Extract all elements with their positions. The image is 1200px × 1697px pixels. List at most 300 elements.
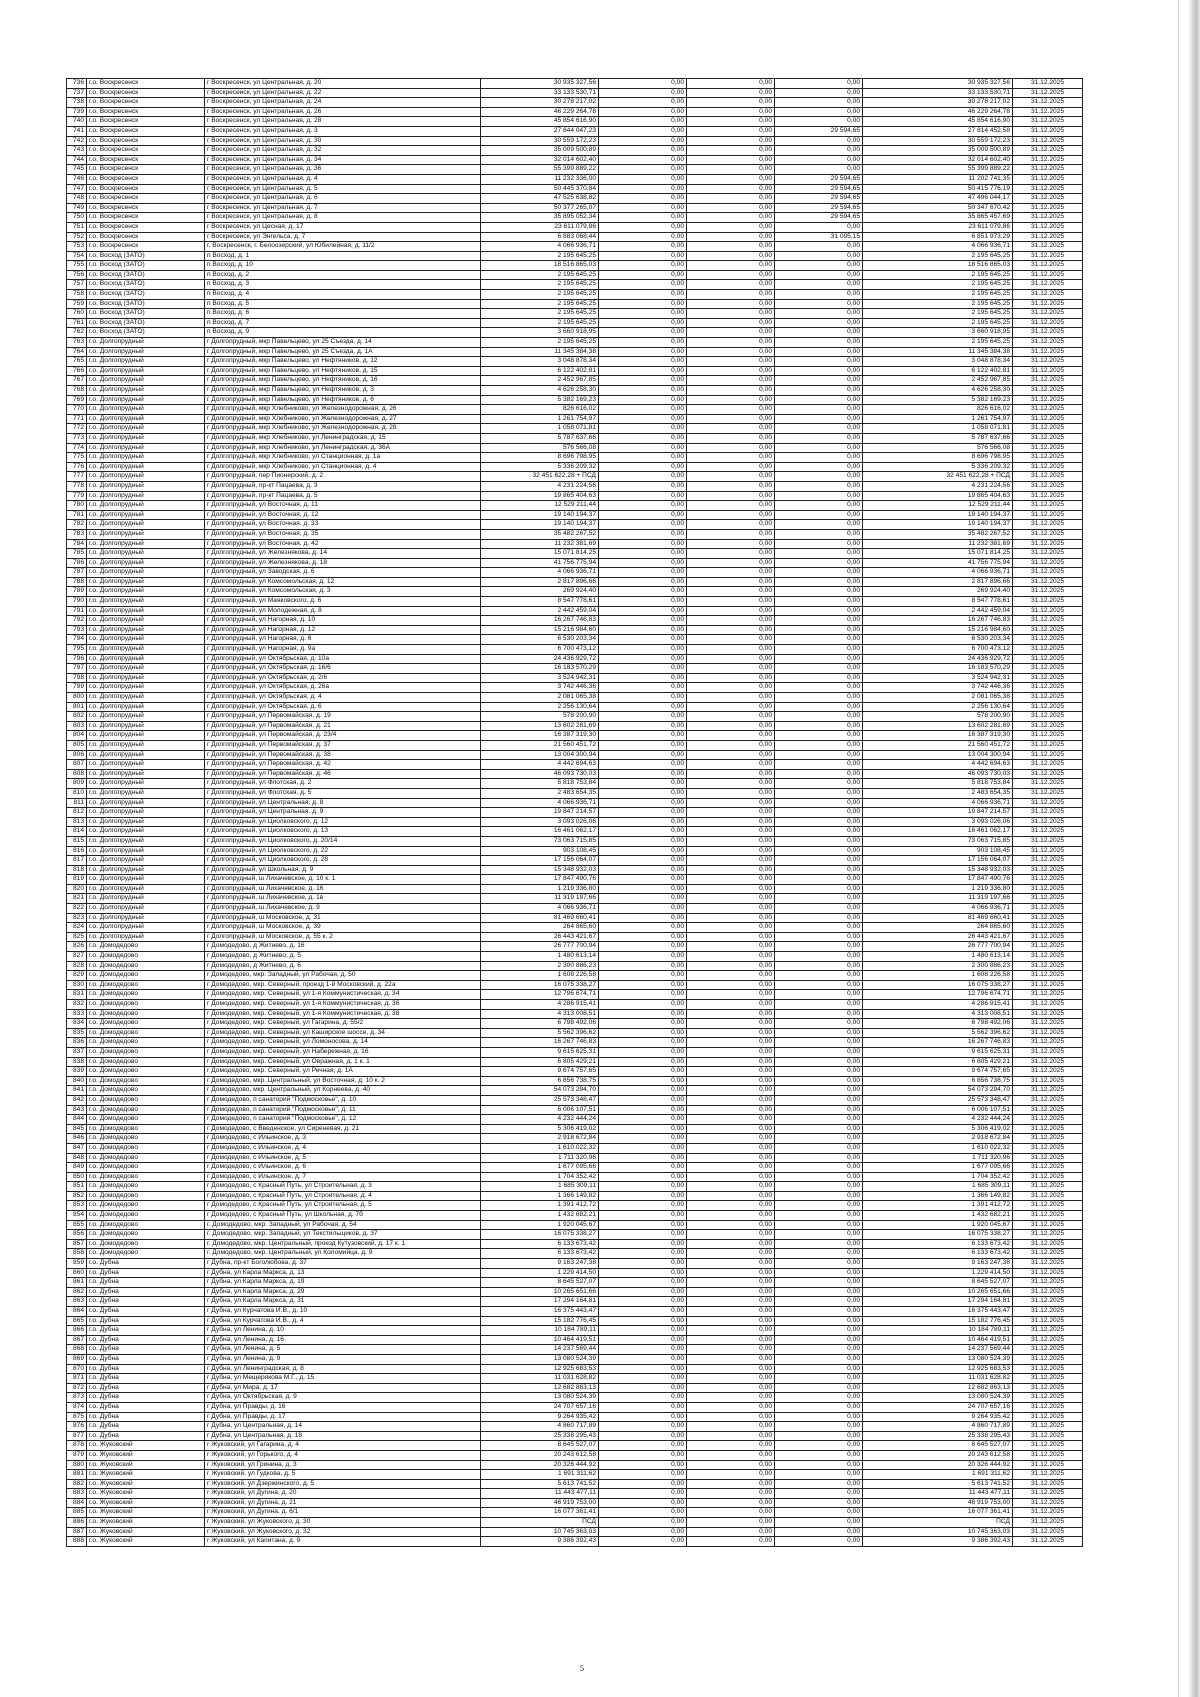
deadline-cell: 31.12.2025 <box>1013 328 1083 338</box>
deadline-cell: 31.12.2025 <box>1013 481 1083 491</box>
remaining-cost-cell: 1 058 071,81 <box>863 424 1013 434</box>
table-row <box>67 952 1083 962</box>
address-cell: г Дубна, ул Правды, д. 16 <box>205 1402 481 1412</box>
municipality-cell: г.о. Долгопрудный <box>87 366 205 376</box>
municipality-cell: г.о. Воскресенск <box>87 165 205 175</box>
remaining-cost-cell: 2 195 645,25 <box>863 251 1013 261</box>
table-row <box>67 1115 1083 1125</box>
address-cell: г. Домодедово, мкр. Центральный, проезд Кутузовский, д. 17 к. 1 <box>205 1239 481 1249</box>
value-cell-3: 0,00 <box>775 980 863 990</box>
row-number: 796 <box>67 654 87 664</box>
row-number: 887 <box>67 1527 87 1537</box>
total-cost-cell: 9 264 935,42 <box>481 1412 599 1422</box>
deadline-cell: 31.12.2025 <box>1013 1143 1083 1153</box>
value-cell-1: 0,00 <box>599 961 687 971</box>
remaining-cost-cell: 1 219 336,80 <box>863 884 1013 894</box>
total-cost-cell: 50 445 370,84 <box>481 184 599 194</box>
deadline-cell: 31.12.2025 <box>1013 1498 1083 1508</box>
row-number: 758 <box>67 290 87 300</box>
remaining-cost-cell: 1 610 022,32 <box>863 1143 1013 1153</box>
value-cell-3: 0,00 <box>775 1278 863 1288</box>
value-cell-1: 0,00 <box>599 1287 687 1297</box>
total-cost-cell: 30 935 327,56 <box>481 79 599 89</box>
deadline-cell: 31.12.2025 <box>1013 347 1083 357</box>
row-number: 871 <box>67 1374 87 1384</box>
municipality-cell: г.о. Восход (ЗАТО) <box>87 309 205 319</box>
value-cell-1: 0,00 <box>599 1019 687 1029</box>
deadline-cell: 31.12.2025 <box>1013 261 1083 271</box>
remaining-cost-cell: 6 530 203,34 <box>863 635 1013 645</box>
total-cost-cell: 1 219 336,80 <box>481 884 599 894</box>
address-cell: г Долгопрудный, мкр Хлебниково, ул Ленинградская, д. 36А <box>205 443 481 453</box>
deadline-cell: 31.12.2025 <box>1013 165 1083 175</box>
row-number: 745 <box>67 165 87 175</box>
value-cell-2: 0,00 <box>687 1239 775 1249</box>
address-cell: г Долгопрудный, ш Лихачевское, д. 16 <box>205 884 481 894</box>
value-cell-2: 0,00 <box>687 1028 775 1038</box>
municipality-cell: г.о. Долгопрудный <box>87 606 205 616</box>
address-cell: г Жуковский, ул Капитана, д. 9 <box>205 1537 481 1547</box>
address-cell: г Домодедово, мкр. Северный, ул Набережная, д. 16 <box>205 1047 481 1057</box>
municipality-cell: г.о. Восход (ЗАТО) <box>87 299 205 309</box>
table-row <box>67 1402 1083 1412</box>
row-number: 790 <box>67 597 87 607</box>
row-number: 748 <box>67 194 87 204</box>
municipality-cell: г.о. Долгопрудный <box>87 338 205 348</box>
value-cell-2: 0,00 <box>687 1191 775 1201</box>
remaining-cost-cell: 2 195 645,25 <box>863 338 1013 348</box>
value-cell-3: 29 594,65 <box>775 194 863 204</box>
value-cell-3: 0,00 <box>775 1000 863 1010</box>
remaining-cost-cell: 81 469 660,41 <box>863 913 1013 923</box>
total-cost-cell: 17 847 490,76 <box>481 875 599 885</box>
address-cell: г Долгопрудный, ул Октябрьская, д. 16/6 <box>205 664 481 674</box>
remaining-cost-cell: 1 391 412,72 <box>863 1201 1013 1211</box>
address-cell: г Долгопрудный, мкр Хлебниково, ул Железнодорожная, д. 26 <box>205 405 481 415</box>
total-cost-cell: 16 461 062,17 <box>481 827 599 837</box>
table-row <box>67 1278 1083 1288</box>
row-number: 802 <box>67 712 87 722</box>
address-cell: г Жуковский, ул Дугина, д. 21 <box>205 1498 481 1508</box>
address-cell: г Домодедово, мкр. Северный, ул Овражная, д. 1 к. 1 <box>205 1057 481 1067</box>
deadline-cell: 31.12.2025 <box>1013 88 1083 98</box>
value-cell-3: 0,00 <box>775 1537 863 1547</box>
address-cell: г. Домодедово, мкр. Центральный, ул Коломийца, д. 9 <box>205 1249 481 1259</box>
municipality-cell: г.о. Долгопрудный <box>87 884 205 894</box>
total-cost-cell: 15 182 776,45 <box>481 1316 599 1326</box>
value-cell-3: 29 594,65 <box>775 184 863 194</box>
deadline-cell: 31.12.2025 <box>1013 865 1083 875</box>
remaining-cost-cell: 2 195 645,25 <box>863 270 1013 280</box>
table-row <box>67 79 1083 89</box>
address-cell: г Воскресенск, ул Центральная, д. 30 <box>205 136 481 146</box>
row-number: 811 <box>67 798 87 808</box>
address-cell: г Долгопрудный, мкр Хлебниково, ул Железнодорожная, д. 28 <box>205 424 481 434</box>
value-cell-1: 0,00 <box>599 1393 687 1403</box>
municipality-cell: г.о. Воскресенск <box>87 126 205 136</box>
municipality-cell: г.о. Воскресенск <box>87 155 205 165</box>
row-number: 861 <box>67 1278 87 1288</box>
table-row <box>67 740 1083 750</box>
value-cell-2: 0,00 <box>687 174 775 184</box>
municipality-cell: г.о. Долгопрудный <box>87 635 205 645</box>
value-cell-2: 0,00 <box>687 1230 775 1240</box>
deadline-cell: 31.12.2025 <box>1013 1383 1083 1393</box>
address-cell: г Дубна, ул Мещерякова М.Г., д. 15 <box>205 1374 481 1384</box>
row-number: 756 <box>67 270 87 280</box>
value-cell-2: 0,00 <box>687 568 775 578</box>
row-number: 852 <box>67 1191 87 1201</box>
value-cell-3: 0,00 <box>775 318 863 328</box>
value-cell-3: 0,00 <box>775 750 863 760</box>
value-cell-1: 0,00 <box>599 299 687 309</box>
remaining-cost-cell: 13 080 524,39 <box>863 1393 1013 1403</box>
address-cell: г Воскресенск, ул Центральная, д. 26 <box>205 107 481 117</box>
address-cell: г Долгопрудный, ш Лихачевское, д. 9 <box>205 904 481 914</box>
value-cell-2: 0,00 <box>687 357 775 367</box>
value-cell-3: 0,00 <box>775 1518 863 1528</box>
row-number: 838 <box>67 1057 87 1067</box>
row-number: 789 <box>67 587 87 597</box>
total-cost-cell: 13 602 281,69 <box>481 721 599 731</box>
value-cell-1: 0,00 <box>599 376 687 386</box>
table-row <box>67 386 1083 396</box>
table-row <box>67 1508 1083 1518</box>
address-cell: г Долгопрудный, ул Первомайская, д. 37 <box>205 740 481 750</box>
deadline-cell: 31.12.2025 <box>1013 222 1083 232</box>
value-cell-2: 0,00 <box>687 1047 775 1057</box>
total-cost-cell: 4 232 444,24 <box>481 1115 599 1125</box>
value-cell-2: 0,00 <box>687 645 775 655</box>
total-cost-cell: 578 200,90 <box>481 712 599 722</box>
deadline-cell: 31.12.2025 <box>1013 1268 1083 1278</box>
municipality-cell: г.о. Воскресенск <box>87 117 205 127</box>
value-cell-1: 0,00 <box>599 1115 687 1125</box>
value-cell-1: 0,00 <box>599 597 687 607</box>
table-row <box>67 453 1083 463</box>
deadline-cell: 31.12.2025 <box>1013 1182 1083 1192</box>
municipality-cell: г.о. Жуковский <box>87 1450 205 1460</box>
value-cell-1: 0,00 <box>599 884 687 894</box>
remaining-cost-cell: 4 232 444,24 <box>863 1115 1013 1125</box>
municipality-cell: г.о. Дубна <box>87 1287 205 1297</box>
total-cost-cell: 14 237 569,44 <box>481 1345 599 1355</box>
value-cell-3: 0,00 <box>775 443 863 453</box>
total-cost-cell: 21 560 451,72 <box>481 740 599 750</box>
table-row <box>67 194 1083 204</box>
municipality-cell: г.о. Домодедово <box>87 971 205 981</box>
remaining-cost-cell: 826 616,02 <box>863 405 1013 415</box>
value-cell-1: 0,00 <box>599 1527 687 1537</box>
value-cell-3: 0,00 <box>775 366 863 376</box>
deadline-cell: 31.12.2025 <box>1013 1191 1083 1201</box>
address-cell: г Воскресенск, ул Центральная, д. 6 <box>205 194 481 204</box>
deadline-cell: 31.12.2025 <box>1013 366 1083 376</box>
value-cell-2: 0,00 <box>687 606 775 616</box>
deadline-cell: 31.12.2025 <box>1013 1422 1083 1432</box>
total-cost-cell: 16 375 443,47 <box>481 1307 599 1317</box>
value-cell-3: 0,00 <box>775 1374 863 1384</box>
municipality-cell: г.о. Восход (ЗАТО) <box>87 270 205 280</box>
row-number: 766 <box>67 366 87 376</box>
municipality-cell: г.о. Долгопрудный <box>87 769 205 779</box>
value-cell-3: 0,00 <box>775 529 863 539</box>
table-row <box>67 1057 1083 1067</box>
value-cell-3: 0,00 <box>775 769 863 779</box>
value-cell-1: 0,00 <box>599 1422 687 1432</box>
total-cost-cell: 2 918 672,84 <box>481 1134 599 1144</box>
municipality-cell: г.о. Домодедово <box>87 1105 205 1115</box>
table-row <box>67 222 1083 232</box>
value-cell-2: 0,00 <box>687 865 775 875</box>
total-cost-cell: 15 071 814,25 <box>481 549 599 559</box>
value-cell-1: 0,00 <box>599 251 687 261</box>
total-cost-cell: 47 525 638,82 <box>481 194 599 204</box>
municipality-cell: г.о. Дубна <box>87 1316 205 1326</box>
value-cell-2: 0,00 <box>687 395 775 405</box>
address-cell: г Домодедово, д Житнево, д. 16 <box>205 942 481 952</box>
deadline-cell: 31.12.2025 <box>1013 1412 1083 1422</box>
value-cell-2: 0,00 <box>687 1431 775 1441</box>
address-cell: г Домодедово, мкр. Северный, ул Ломоносова, д. 14 <box>205 1038 481 1048</box>
value-cell-1: 0,00 <box>599 529 687 539</box>
deadline-cell: 31.12.2025 <box>1013 117 1083 127</box>
municipality-cell: г.о. Домодедово <box>87 1182 205 1192</box>
table-row <box>67 242 1083 252</box>
municipality-cell: г.о. Воскресенск <box>87 98 205 108</box>
deadline-cell: 31.12.2025 <box>1013 510 1083 520</box>
total-cost-cell: 9 163 247,38 <box>481 1259 599 1269</box>
value-cell-2: 0,00 <box>687 712 775 722</box>
deadline-cell: 31.12.2025 <box>1013 251 1083 261</box>
register-table <box>66 78 1083 1547</box>
table-row <box>67 376 1083 386</box>
remaining-cost-cell: 11 319 197,66 <box>863 894 1013 904</box>
value-cell-2: 0,00 <box>687 1537 775 1547</box>
value-cell-1: 0,00 <box>599 520 687 530</box>
total-cost-cell: 5 562 396,62 <box>481 1028 599 1038</box>
address-cell: г Домодедово, с Ильинское, д. 5 <box>205 1153 481 1163</box>
value-cell-2: 0,00 <box>687 1364 775 1374</box>
address-cell: г Домодедово, мкр. Центральный, ул Восточная, д. 10 к. 2 <box>205 1076 481 1086</box>
municipality-cell: г.о. Воскресенск <box>87 79 205 89</box>
remaining-cost-cell: 30 935 327,56 <box>863 79 1013 89</box>
remaining-cost-cell: 3 093 026,06 <box>863 817 1013 827</box>
value-cell-1: 0,00 <box>599 1345 687 1355</box>
value-cell-1: 0,00 <box>599 558 687 568</box>
value-cell-2: 0,00 <box>687 990 775 1000</box>
row-number: 881 <box>67 1470 87 1480</box>
total-cost-cell: 1 677 095,66 <box>481 1163 599 1173</box>
value-cell-2: 0,00 <box>687 126 775 136</box>
deadline-cell: 31.12.2025 <box>1013 1095 1083 1105</box>
address-cell: г Долгопрудный, ш Лихачевское, д. 1в <box>205 894 481 904</box>
value-cell-3: 0,00 <box>775 242 863 252</box>
value-cell-1: 0,00 <box>599 1230 687 1240</box>
value-cell-3: 0,00 <box>775 1230 863 1240</box>
municipality-cell: г.о. Дубна <box>87 1297 205 1307</box>
address-cell: п Восход, д. 1 <box>205 251 481 261</box>
remaining-cost-cell: 12 925 683,53 <box>863 1364 1013 1374</box>
value-cell-2: 0,00 <box>687 1518 775 1528</box>
deadline-cell: 31.12.2025 <box>1013 299 1083 309</box>
row-number: 848 <box>67 1153 87 1163</box>
deadline-cell: 31.12.2025 <box>1013 568 1083 578</box>
row-number: 741 <box>67 126 87 136</box>
value-cell-1: 0,00 <box>599 194 687 204</box>
value-cell-1: 0,00 <box>599 971 687 981</box>
value-cell-3: 0,00 <box>775 1259 863 1269</box>
remaining-cost-cell: 12 529 211,44 <box>863 501 1013 511</box>
remaining-cost-cell: 5 306 419,02 <box>863 1124 1013 1134</box>
remaining-cost-cell: 33 133 530,71 <box>863 88 1013 98</box>
value-cell-3: 0,00 <box>775 1057 863 1067</box>
address-cell: г Долгопрудный, ш Московское, д. 39 <box>205 923 481 933</box>
deadline-cell: 31.12.2025 <box>1013 856 1083 866</box>
municipality-cell: г.о. Домодедово <box>87 1000 205 1010</box>
value-cell-2: 0,00 <box>687 597 775 607</box>
value-cell-1: 0,00 <box>599 1028 687 1038</box>
total-cost-cell: 16 077 361,41 <box>481 1508 599 1518</box>
deadline-cell: 31.12.2025 <box>1013 1086 1083 1096</box>
value-cell-3: 0,00 <box>775 433 863 443</box>
table-row <box>67 1230 1083 1240</box>
table-row <box>67 1335 1083 1345</box>
municipality-cell: г.о. Долгопрудный <box>87 683 205 693</box>
total-cost-cell: 1 391 412,72 <box>481 1201 599 1211</box>
municipality-cell: г.о. Жуковский <box>87 1527 205 1537</box>
address-cell: г Домодедово, мкр. Северный, ул Гагарина, д. 55/2 <box>205 1019 481 1029</box>
municipality-cell: г.о. Долгопрудный <box>87 865 205 875</box>
address-cell: г Долгопрудный, ул Первомайская, д. 46 <box>205 769 481 779</box>
address-cell: г Воскресенск, ул Центральная, д. 3 <box>205 126 481 136</box>
value-cell-2: 0,00 <box>687 453 775 463</box>
municipality-cell: г.о. Долгопрудный <box>87 395 205 405</box>
total-cost-cell: 4 313 008,51 <box>481 1009 599 1019</box>
value-cell-1: 0,00 <box>599 481 687 491</box>
remaining-cost-cell: 17 294 164,81 <box>863 1297 1013 1307</box>
municipality-cell: г.о. Домодедово <box>87 1124 205 1134</box>
municipality-cell: г.о. Дубна <box>87 1393 205 1403</box>
deadline-cell: 31.12.2025 <box>1013 1028 1083 1038</box>
value-cell-1: 0,00 <box>599 865 687 875</box>
value-cell-2: 0,00 <box>687 856 775 866</box>
remaining-cost-cell: 2 195 645,25 <box>863 309 1013 319</box>
value-cell-3: 0,00 <box>775 1105 863 1115</box>
value-cell-3: 0,00 <box>775 1393 863 1403</box>
total-cost-cell: 6 122 402,81 <box>481 366 599 376</box>
address-cell: п Восход, д. 2 <box>205 270 481 280</box>
total-cost-cell: 4 860 717,89 <box>481 1422 599 1432</box>
value-cell-3: 0,00 <box>775 1076 863 1086</box>
row-number: 740 <box>67 117 87 127</box>
deadline-cell: 31.12.2025 <box>1013 79 1083 89</box>
table-row <box>67 529 1083 539</box>
value-cell-2: 0,00 <box>687 1057 775 1067</box>
table-row <box>67 481 1083 491</box>
value-cell-2: 0,00 <box>687 884 775 894</box>
row-number: 886 <box>67 1518 87 1528</box>
value-cell-2: 0,00 <box>687 1450 775 1460</box>
value-cell-2: 0,00 <box>687 894 775 904</box>
value-cell-2: 0,00 <box>687 1297 775 1307</box>
value-cell-2: 0,00 <box>687 980 775 990</box>
value-cell-3: 0,00 <box>775 1450 863 1460</box>
row-number: 746 <box>67 174 87 184</box>
table-row <box>67 884 1083 894</box>
value-cell-3: 0,00 <box>775 1153 863 1163</box>
row-number: 742 <box>67 136 87 146</box>
row-number: 878 <box>67 1441 87 1451</box>
value-cell-3: 0,00 <box>775 1498 863 1508</box>
row-number: 750 <box>67 213 87 223</box>
value-cell-2: 0,00 <box>687 510 775 520</box>
remaining-cost-cell: 1 677 095,66 <box>863 1163 1013 1173</box>
total-cost-cell: 5 306 419,02 <box>481 1124 599 1134</box>
value-cell-1: 0,00 <box>599 740 687 750</box>
total-cost-cell: 8 645 527,07 <box>481 1441 599 1451</box>
value-cell-3: 0,00 <box>775 347 863 357</box>
total-cost-cell: 18 516 865,03 <box>481 261 599 271</box>
municipality-cell: г.о. Долгопрудный <box>87 501 205 511</box>
value-cell-1: 0,00 <box>599 405 687 415</box>
municipality-cell: г.о. Воскресенск <box>87 136 205 146</box>
deadline-cell: 31.12.2025 <box>1013 1537 1083 1547</box>
deadline-cell: 31.12.2025 <box>1013 990 1083 1000</box>
remaining-cost-cell: 2 195 645,25 <box>863 280 1013 290</box>
deadline-cell: 31.12.2025 <box>1013 1518 1083 1528</box>
value-cell-2: 0,00 <box>687 1278 775 1288</box>
value-cell-2: 0,00 <box>687 433 775 443</box>
row-number: 768 <box>67 386 87 396</box>
value-cell-1: 0,00 <box>599 817 687 827</box>
municipality-cell: г.о. Дубна <box>87 1383 205 1393</box>
address-cell: г Долгопрудный, ул Железнякова, д. 18 <box>205 558 481 568</box>
value-cell-2: 0,00 <box>687 98 775 108</box>
municipality-cell: г.о. Долгопрудный <box>87 913 205 923</box>
value-cell-3: 0,00 <box>775 568 863 578</box>
remaining-cost-cell: 9 163 247,38 <box>863 1259 1013 1269</box>
value-cell-1: 0,00 <box>599 1259 687 1269</box>
address-cell: г Долгопрудный, ул Железнякова, д. 14 <box>205 549 481 559</box>
value-cell-1: 0,00 <box>599 395 687 405</box>
total-cost-cell: 73 063 715,85 <box>481 836 599 846</box>
total-cost-cell: 8 696 798,95 <box>481 453 599 463</box>
row-number: 744 <box>67 155 87 165</box>
deadline-cell: 31.12.2025 <box>1013 1239 1083 1249</box>
value-cell-3: 0,00 <box>775 1402 863 1412</box>
row-number: 846 <box>67 1134 87 1144</box>
deadline-cell: 31.12.2025 <box>1013 1316 1083 1326</box>
row-number: 888 <box>67 1537 87 1547</box>
remaining-cost-cell: 47 496 044,17 <box>863 194 1013 204</box>
value-cell-3: 0,00 <box>775 1335 863 1345</box>
row-number: 757 <box>67 280 87 290</box>
municipality-cell: г.о. Долгопрудный <box>87 846 205 856</box>
remaining-cost-cell: 576 566,08 <box>863 443 1013 453</box>
deadline-cell: 31.12.2025 <box>1013 338 1083 348</box>
total-cost-cell: 4 442 694,63 <box>481 760 599 770</box>
total-cost-cell: 2 442 459,04 <box>481 606 599 616</box>
deadline-cell: 31.12.2025 <box>1013 1307 1083 1317</box>
deadline-cell: 31.12.2025 <box>1013 1364 1083 1374</box>
value-cell-3: 0,00 <box>775 702 863 712</box>
value-cell-3: 0,00 <box>775 549 863 559</box>
address-cell: г Домодедово, с Красный Путь, ул Строительная, д. 3 <box>205 1182 481 1192</box>
value-cell-3: 0,00 <box>775 990 863 1000</box>
value-cell-3: 0,00 <box>775 386 863 396</box>
value-cell-3: 0,00 <box>775 856 863 866</box>
